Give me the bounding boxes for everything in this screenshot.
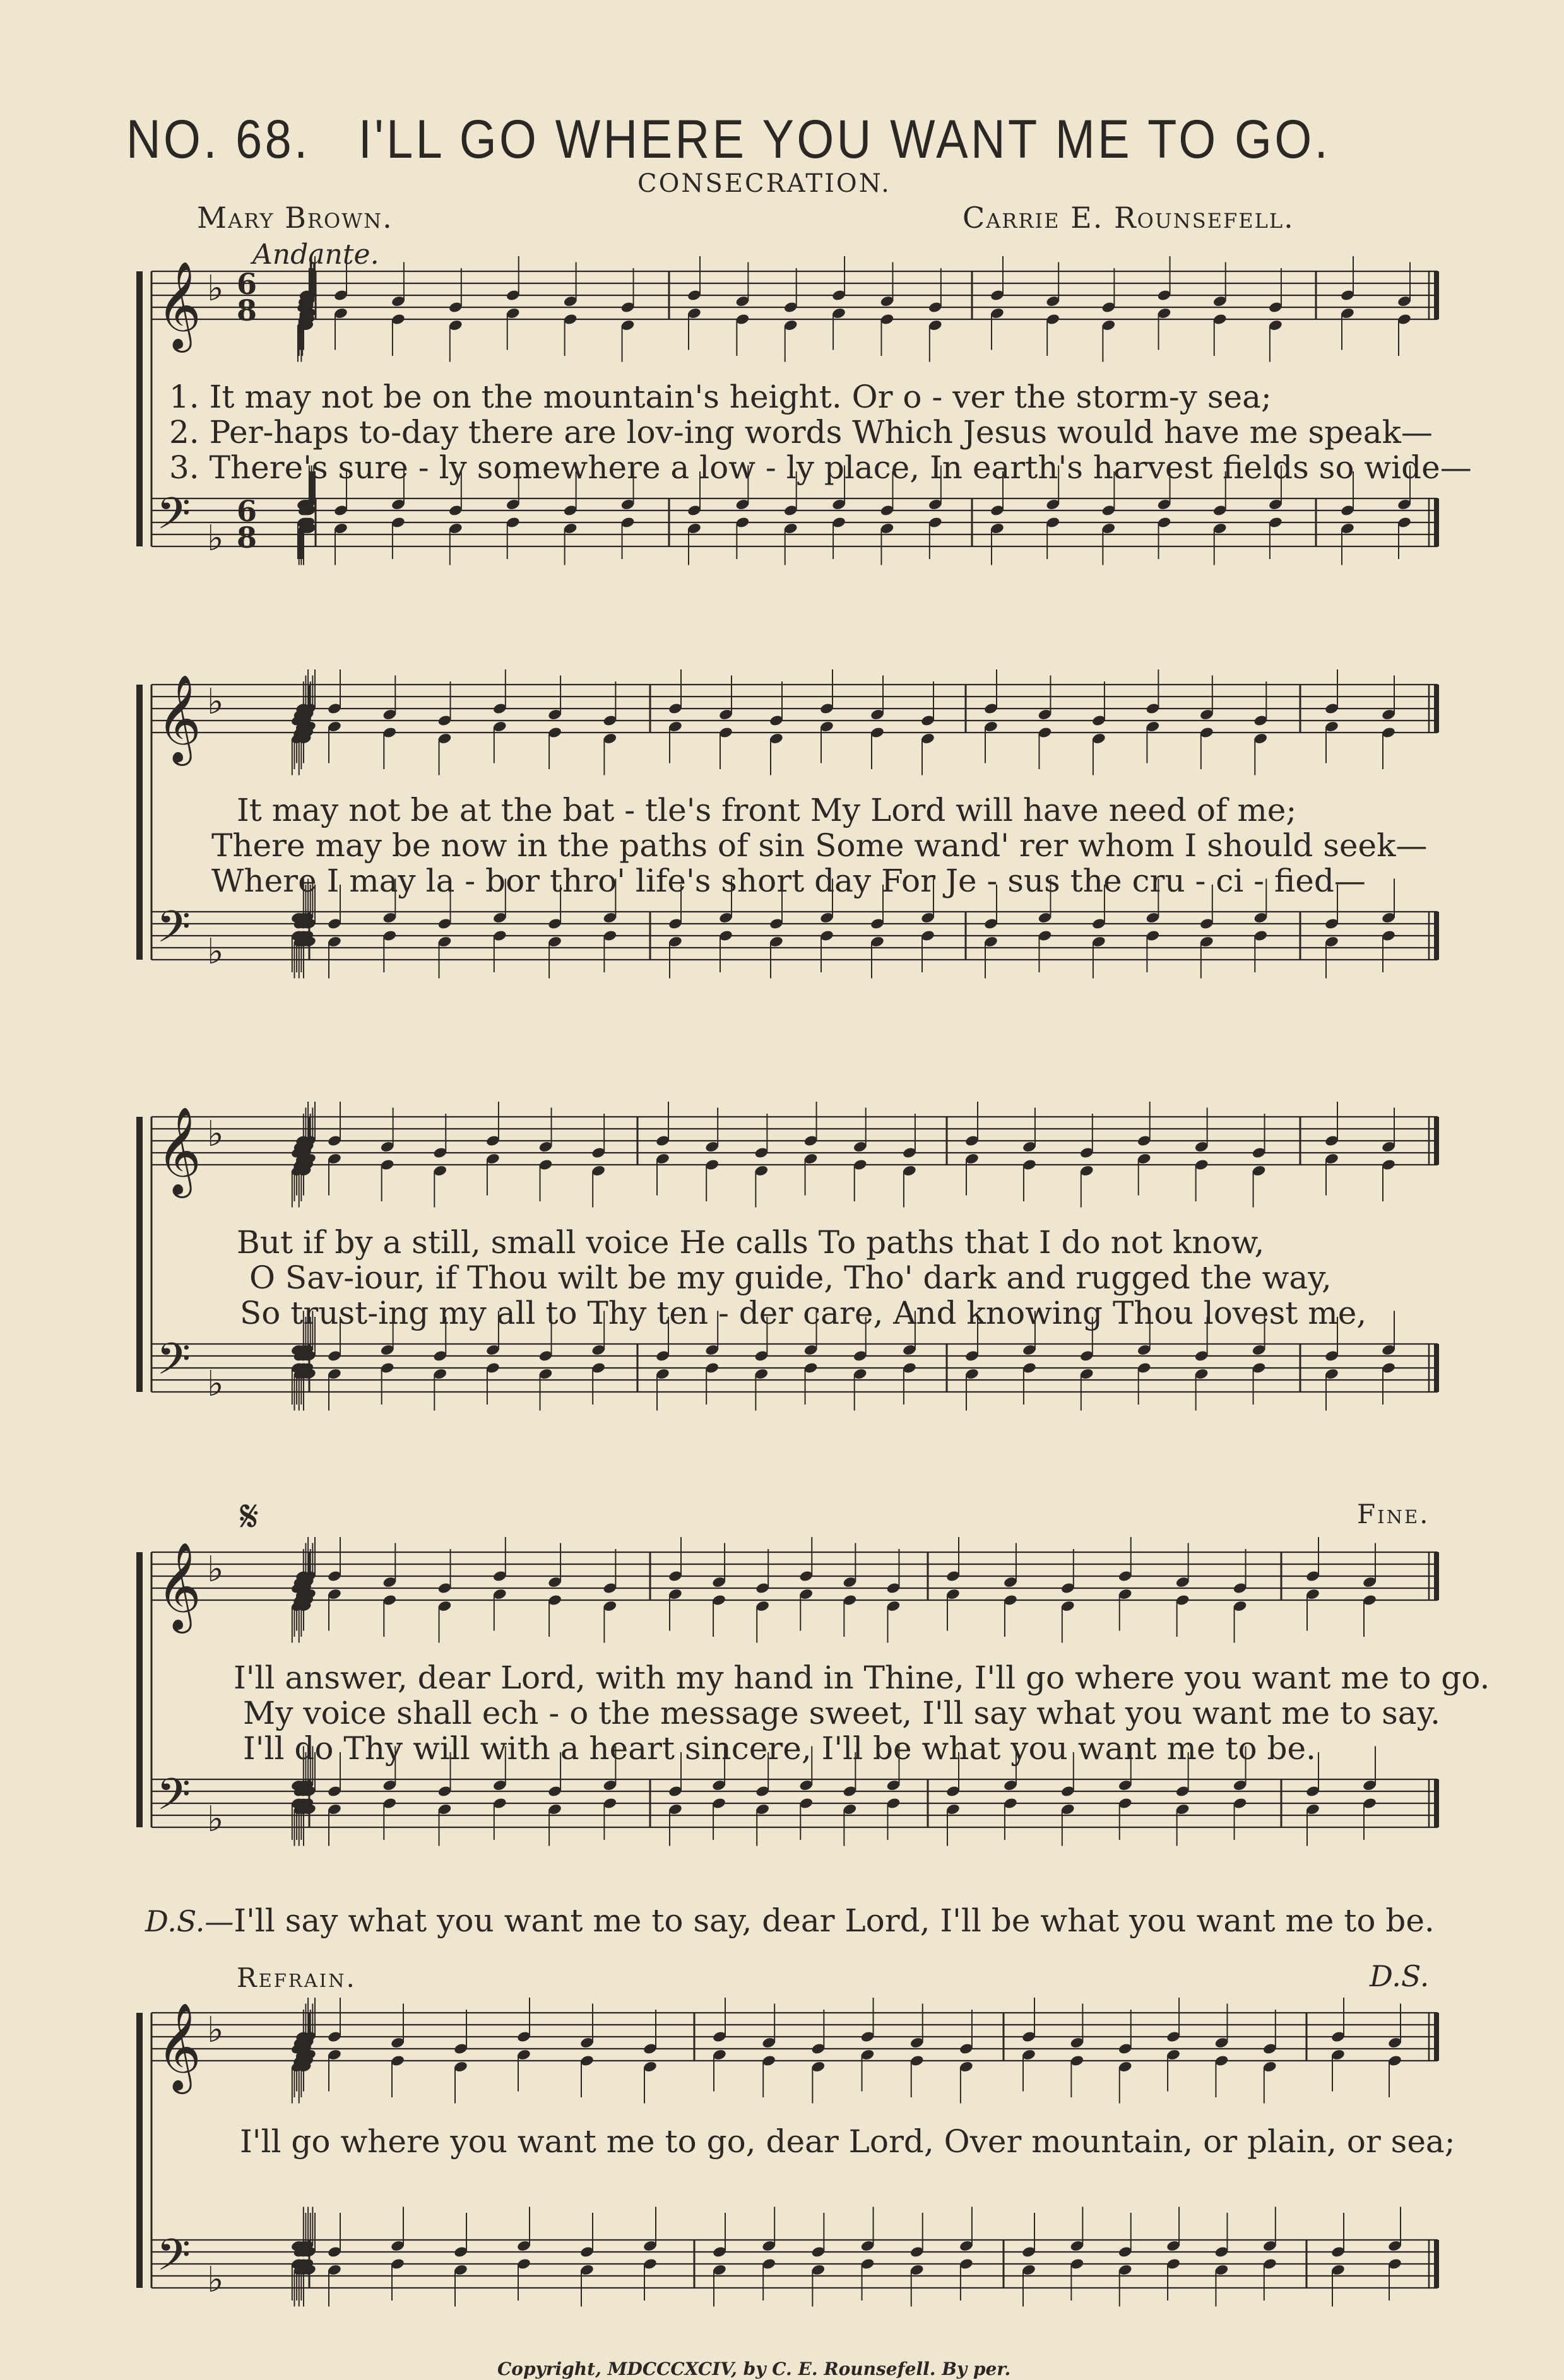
final-bar bbox=[1434, 498, 1439, 546]
lyric-line: I'll go where you want me to go, dear Lord, Over mountain, or plain, or sea; bbox=[240, 2123, 1455, 2160]
lyric-line: Where I may la - bor thro' life's short day For Je - sus the cru - ci - fied— bbox=[211, 863, 1366, 899]
ds-text: I'll say what you want me to say, dear Lord, I'll be what you want me to be. bbox=[234, 1902, 1435, 1939]
treble-clef: 𝄞 bbox=[157, 261, 201, 349]
segno-sign: 𝄋 bbox=[240, 1490, 259, 1542]
key-signature-flat: ♭ bbox=[207, 2010, 224, 2051]
final-bar bbox=[1434, 685, 1439, 733]
system-bracket bbox=[136, 2013, 143, 2288]
treble-clef: 𝄞 bbox=[157, 1542, 201, 1630]
lyric-line: There may be now in the paths of sin Some wand' rer whom I should seek— bbox=[211, 827, 1428, 864]
final-bar bbox=[1434, 1117, 1439, 1165]
time-signature-bottom: 8 bbox=[237, 293, 258, 327]
key-signature-flat: ♭ bbox=[207, 931, 224, 972]
system-bracket bbox=[136, 1552, 143, 1827]
lyric-line: But if by a still, small voice He calls To paths that I do not know, bbox=[237, 1224, 1265, 1261]
key-signature-flat: ♭ bbox=[207, 1114, 224, 1155]
lyric-line: I'll do Thy will with a heart sincere, I'll be what you want me to be. bbox=[243, 1730, 1316, 1767]
lyric-line: 2. Per-haps to-day there are lov-ing words Which Jesus would have me speak— bbox=[169, 414, 1433, 451]
treble-clef: 𝄞 bbox=[157, 675, 201, 762]
lyric-line: So trust-ing my all to Thy ten - der care, And knowing Thou lovest me, bbox=[240, 1295, 1367, 1331]
final-bar bbox=[1434, 1344, 1439, 1392]
time-signature-bottom: 8 bbox=[237, 521, 258, 555]
copyright-footer: Copyright, MDCCCXCIV, by C. E. Rounsefell. By per. bbox=[497, 2359, 1011, 2379]
music-credit: Carrie E. Rounsefell. bbox=[963, 201, 1294, 235]
key-signature-flat: ♭ bbox=[207, 1799, 224, 1840]
lyric-line: O Sav-iour, if Thou wilt be my guide, Tho' dark and rugged the way, bbox=[249, 1259, 1332, 1296]
bass-clef: 𝄢 bbox=[157, 1333, 191, 1395]
lyric-line: My voice shall ech - o the message sweet, I'll say what you want me to say. bbox=[243, 1695, 1441, 1731]
refrain-label: Refrain. bbox=[237, 1962, 357, 1993]
words-credit: Mary Brown. bbox=[197, 201, 393, 235]
system-bracket bbox=[136, 271, 143, 546]
final-bar bbox=[1434, 912, 1439, 960]
key-signature-flat: ♭ bbox=[207, 518, 224, 559]
system-bracket bbox=[136, 1117, 143, 1392]
lyric-line: 1. It may not be on the mountain's height. Or o - ver the storm-y sea; bbox=[169, 379, 1272, 415]
time-signature-top: 6 bbox=[237, 267, 258, 301]
hymn-subtitle: CONSECRATION. bbox=[637, 169, 891, 198]
treble-clef: 𝄞 bbox=[157, 2003, 201, 2090]
lyric-line: 3. There's sure - ly somewhere a low - ly place, In earth's harvest fields so wide— bbox=[169, 449, 1472, 486]
tempo-marking: Andante. bbox=[252, 239, 379, 271]
final-bar bbox=[1434, 2240, 1439, 2288]
key-signature-flat: ♭ bbox=[207, 1364, 224, 1405]
hymn-number: NO. 68. bbox=[126, 109, 311, 170]
ds-instruction bbox=[145, 1902, 1435, 1939]
lyric-line: It may not be at the bat - tle's front My Lord will have need of me; bbox=[237, 792, 1297, 828]
bass-clef: 𝄢 bbox=[157, 2229, 191, 2291]
key-signature-flat: ♭ bbox=[207, 681, 224, 722]
ds-label: D.S.— bbox=[145, 1904, 234, 1938]
final-bar bbox=[1434, 271, 1439, 319]
bass-clef: 𝄢 bbox=[157, 488, 191, 550]
final-bar bbox=[1434, 1552, 1439, 1600]
bass-clef: 𝄢 bbox=[157, 901, 191, 963]
key-signature-flat: ♭ bbox=[207, 1549, 224, 1590]
time-signature-top: 6 bbox=[237, 494, 258, 528]
system-bracket bbox=[136, 685, 143, 960]
final-bar bbox=[1434, 1779, 1439, 1827]
hymn-title: I'LL GO WHERE YOU WANT ME TO GO. bbox=[358, 109, 1331, 170]
final-bar bbox=[1434, 2013, 1439, 2061]
ds-mark: D.S. bbox=[1370, 1959, 1430, 1993]
fine-marking: Fine. bbox=[1357, 1499, 1430, 1529]
treble-clef: 𝄞 bbox=[157, 1107, 201, 1194]
bass-clef: 𝄢 bbox=[157, 1769, 191, 1830]
key-signature-flat: ♭ bbox=[207, 268, 224, 309]
lyric-line: I'll answer, dear Lord, with my hand in Thine, I'll go where you want me to go. bbox=[234, 1659, 1490, 1696]
key-signature-flat: ♭ bbox=[207, 2259, 224, 2300]
